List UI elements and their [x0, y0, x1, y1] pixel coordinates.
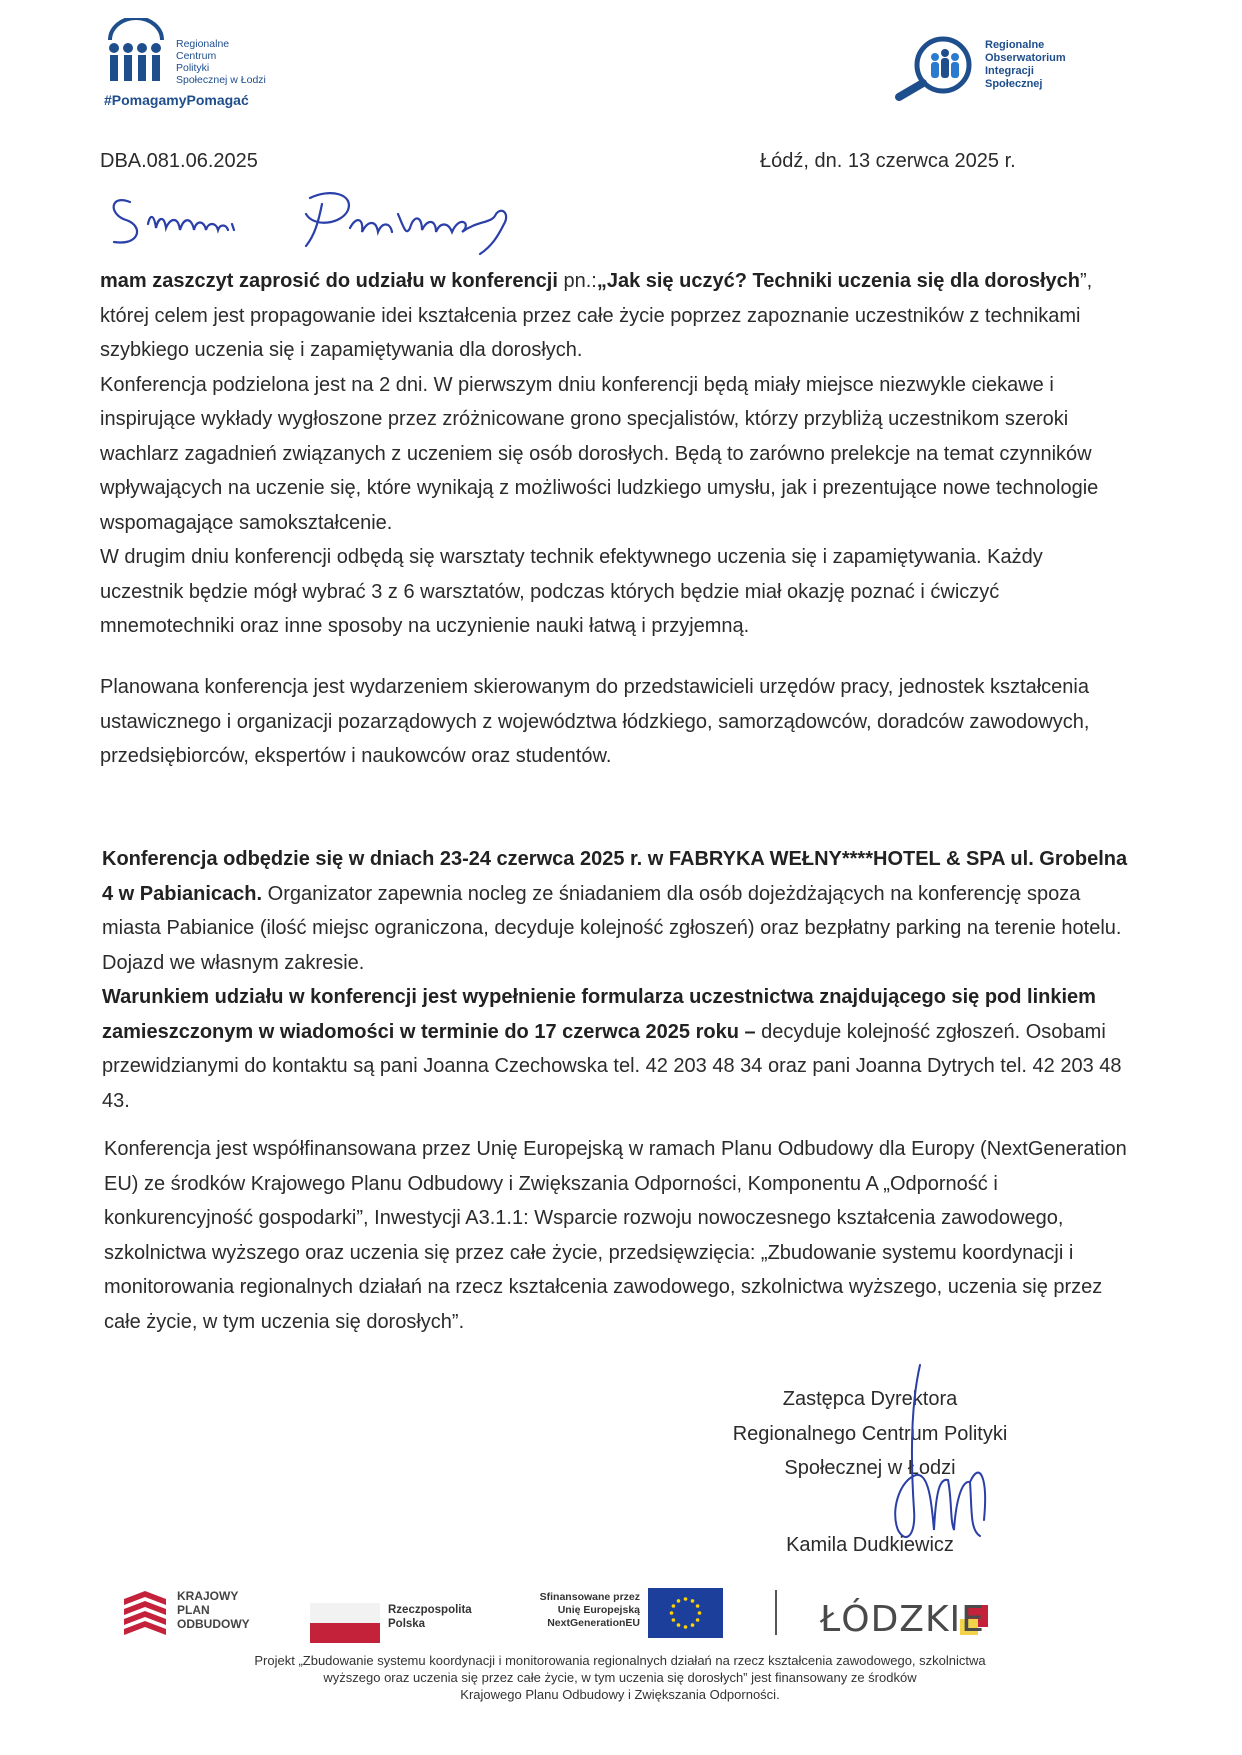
rois-logo — [885, 33, 1115, 103]
magnifier-icon — [885, 33, 980, 103]
poland-flag-icon — [310, 1603, 380, 1643]
paragraph-audience: Planowana konferencja jest wydarzeniem skierowanym do przedstawicieli urzędów pracy, jednostek kształcenia ustawicznego i organizacji pozarządowych z województwa łódzkiego, samorządowców, doradców zawodowych, przedsiębiorców, ekspertów i naukowców oraz studentów. — [100, 676, 1090, 767]
reference-number: DBA.081.06.2025 — [100, 150, 258, 172]
letter-date: Łódź, dn. 13 czerwca 2025 r. — [760, 150, 1016, 172]
rcps-logo — [104, 18, 304, 113]
footer-divider — [775, 1590, 777, 1635]
signatory-name: Kamila Dudkiewicz — [786, 1534, 954, 1556]
letter-intro — [100, 264, 1130, 644]
paragraph-funding: Konferencja jest współfinansowana przez Unię Europejską w ramach Planu Odbudowy dla Europy (NextGeneration EU) ze środków Krajowego Planu Odbudowy i Zwiększania Odporności, Komponentu A „Odporność i konkurencyjność gospodarki”, Inwestycji A3.1.1: Wsparcie rozwoju nowoczesnego kształcenia zawodowego, szkolnictwa wyższego oraz uczenia się przez całe życie, przedsięwzięcia: „Zbudowanie systemu koordynacji i monitorowania regionalnych działań na rzecz kształcenia zawodowego, szkolnictwa wyższego, uczenia się przez całe życie, w tym uczenia się dorosłych”. — [104, 1138, 1127, 1333]
people-icon — [104, 18, 168, 88]
eu-flag-icon — [648, 1588, 723, 1638]
rcps-name: Regionalne Centrum Polityki Społecznej w Łodzi — [176, 38, 266, 86]
paragraph-day-one: Konferencja podzielona jest na 2 dni. W pierwszym dniu konferencji będą miały miejsce niezwykle ciekawe i inspirujące wykłady wygłoszone przez zróżnicowane grono specjalistów, którzy przybliżą uczestnikom szeroki wachlarz zagadnień związanych z uczeniem się osób dorosłych. Będą to zarówno prelekcje na temat czynników wpływających na uczenie się, które wynikają z możliwości ludzkiego umysłu, jak i prezentujące nowe technologie wspomagające samokształcenie. — [100, 373, 1099, 534]
paragraph-day-two: W drugim dniu konferencji odbędą się warsztaty technik efektywnego uczenia się i zapamiętywania. Każdy uczestnik będzie mógł wybrać 3 z 6 warsztatów, podczas których będzie miał okazję poznać i ćwiczyć mnemotechniki oraz inne sposoby na uczynienie nauki łatwą i przyjemną. — [100, 546, 1043, 637]
paragraph-venue — [102, 842, 1132, 1118]
footer-logos — [120, 1585, 1120, 1645]
lodzkie-logo — [820, 1595, 1020, 1640]
rois-name: Regionalne Obserwatorium Integracji Społecznej — [985, 39, 1066, 90]
paragraph-invitation: mam zaszczyt zaprosić do udziału w konferencji pn.:„Jak się uczyć? Techniki uczenia się dla dorosłych”, której celem jest propagowanie idei kształcenia przez całe życie poprzez zapoznanie uczestników z technikami szybkiego uczenia się i zapamiętywania dla dorosłych. — [100, 270, 1093, 361]
footer-project-note: Projekt „Zbudowanie systemu koordynacji i monitorowania regionalnych działań na rzecz kształcenia zawodowego, szkolnictwa wyższego oraz uczenia się przez całe życie, w tym uczenia się dorosłych” jest finansowany ze środków Krajowego Planu Odbudowy i Zwiększania Odporności. — [254, 1653, 986, 1702]
kpo-logo — [120, 1585, 280, 1640]
paragraph-venue-details: Konferencja odbędzie się w dniach 23-24 czerwca 2025 r. w FABRYKA WEŁNY****HOTEL & SPA ul. Grobelna 4 w Pabianicach. Organizator zapewnia nocleg ze śniadaniem dla osób dojeżdżających na konferencję spoza miasta Pabianice (ilość miejsc ograniczona, decyduje kolejność zgłoszeń) oraz bezpłatny parking na terenie hotelu. Dojazd we własnym zakresie. — [102, 848, 1128, 974]
rp-name: Rzeczpospolita Polska — [388, 1604, 472, 1630]
hashtag: #PomagamyPomagać — [104, 92, 249, 108]
handwritten-signature — [820, 1360, 1020, 1550]
lodzkie-name: ŁÓDZKIE — [820, 1599, 985, 1640]
kpo-stripes-icon — [120, 1589, 170, 1637]
paragraph-registration: Warunkiem udziału w konferencji jest wypełnienie formularza uczestnictwa znajdującego się pod linkiem zamieszczonym w wiadomości w terminie do 17 czerwca 2025 roku – decyduje kolejność zgłoszeń. Osobami przewidzianymi do kontaktu są pani Joanna Czechowska tel. 42 203 48 34 oraz pani Joanna Dytrych tel. 42 203 48 43. — [102, 986, 1122, 1112]
eu-funding-label: Sfinansowane przez Unię Europejską NextGenerationEU — [539, 1591, 640, 1629]
handwritten-salutation — [100, 184, 600, 264]
kpo-name: KRAJOWY PLAN ODBUDOWY — [177, 1589, 250, 1631]
signature-title: Zastępca Dyrektora Regionalnego Centrum Polityki Społecznej w Łodzi — [732, 1388, 1008, 1479]
